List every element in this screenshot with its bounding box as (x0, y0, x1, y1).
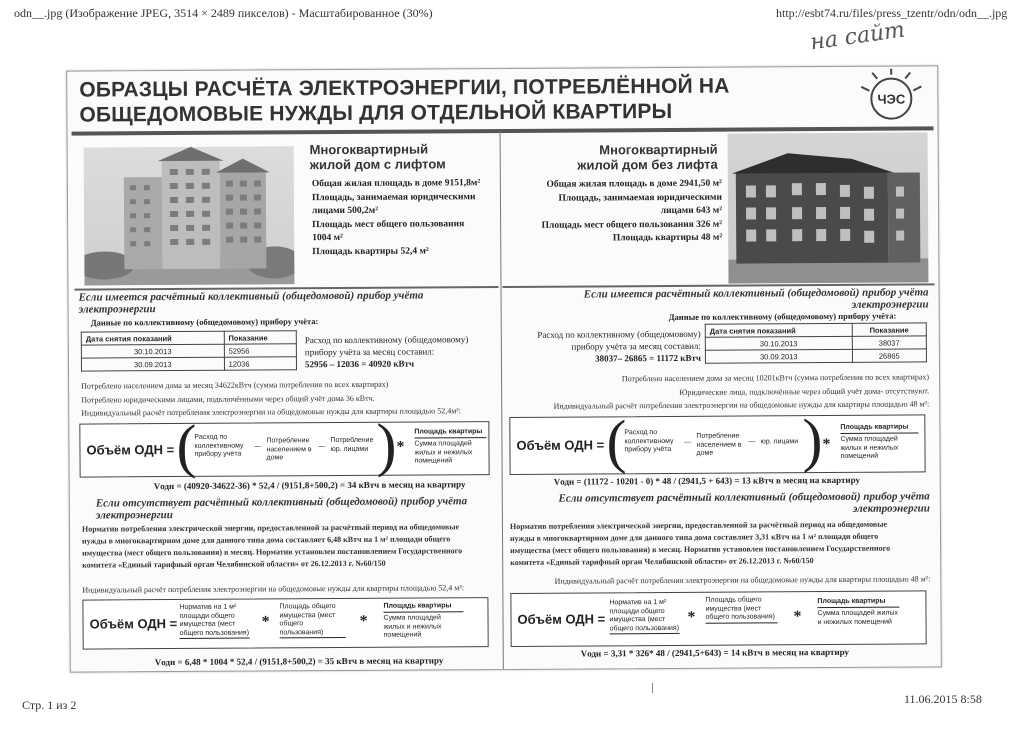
left-spec-3: лицами 500,2м² (312, 205, 379, 217)
scan-mark (652, 683, 653, 693)
right-consumption-2: прибору учёта за месяц составил: (571, 340, 701, 352)
left-meter-heading-2: электроэнергии (78, 303, 156, 316)
apartment-building-icon (728, 132, 929, 283)
right-norm-1: Норматив потребления электрической энергии, предоставленной за расчётный период на общедомовые (509, 519, 888, 531)
right-building-title (568, 142, 718, 173)
right-spec-2: Площадь, занимаемая юридическими (558, 192, 722, 204)
left-building-title (310, 141, 446, 172)
right-formula2-label: Объём ОДН = (517, 611, 606, 627)
right-legal-line: Юридические лица, подключённые через общий учёт дома- отсутствуют. (679, 385, 930, 397)
left-multiply-3: * (359, 612, 368, 630)
title-line-2: ОБЩЕДОМОВЫЕ НУЖДЫ ДЛЯ ОТДЕЛЬНОЙ КВАРТИРЫ (79, 99, 673, 127)
left-formula2-numerator: Площадь квартиры (383, 602, 463, 612)
left-table-header-date: Дата снятия показаний (81, 331, 224, 345)
right-spec-1: Общая жилая площадь в доме 2941,50 м² (546, 178, 722, 190)
building-photo-right (728, 132, 929, 283)
left-building-title-1: Многоквартирный (309, 141, 429, 158)
right-formula2-term1: Норматив на 1 м² площади общего имущества (мест общего пользования) (609, 599, 679, 634)
left-row1-value: 52956 (224, 344, 296, 357)
left-minus-1: — (254, 443, 262, 451)
document-title (79, 73, 839, 128)
right-population-line: Потреблено населением дома за месяц 10201кВтч (сумма потребления по всех квартирах) (621, 372, 930, 384)
right-multiply-3: * (793, 608, 802, 626)
right-row2-date: 30.09.2013 (705, 349, 852, 363)
right-individual-line-2: Индивидуальный расчёт потребления электроэнергии на общедомовые нужды для квартиры площадью 48 м²: (554, 574, 931, 586)
document-sheet (66, 65, 942, 672)
left-spec-2: Площадь, занимаемая юридическими (311, 191, 476, 203)
left-no-meter-heading-2: электроэнергии (95, 509, 173, 522)
page-header-title: odn__.jpg (Изображение JPEG, 3514 × 2489 пикселов) - Масштабированное (30%) (14, 6, 433, 20)
right-consumption-3: 38037– 26865 = 11172 кВтч (595, 352, 701, 364)
left-norm-2: нужды в многоквартирном доме для данного типа дома составляет 6,48 кВтч на 1 м² площади общего (82, 534, 451, 546)
left-meter-table (81, 330, 297, 371)
left-individual-line-2: Индивидуальный расчёт потребления электроэнергии на общедомовые нужды для квартиры площадью 52,4 м²: (82, 583, 465, 595)
left-no-meter-heading (96, 495, 500, 521)
right-formula-label: Объём ОДН = (516, 437, 605, 453)
left-consumption-2: прибору учёта за месяц составил: (304, 346, 435, 358)
right-formula-term2: Потребление населением в доме (696, 432, 742, 457)
left-meter-heading (79, 289, 499, 316)
table-row (705, 349, 926, 363)
right-formula2-numerator: Площадь квартиры (817, 598, 899, 608)
left-minus-2: — (318, 443, 326, 451)
left-formula-term2: Потребление населением в доме (266, 437, 312, 462)
left-formula2-label: Объём ОДН = (89, 616, 178, 632)
right-multiply-1: * (822, 436, 831, 454)
left-no-meter-heading-1: Если отсутствует расчётный коллективный (общедомовой) прибор учёта (95, 495, 468, 510)
right-result-2: Vодн = 3,31 * 326* 48 / (2941,5+643) = 14 кВтч в месяц на квартиру (580, 646, 850, 659)
right-spec-5: Площадь квартиры 48 м² (612, 232, 723, 244)
table-row (81, 357, 296, 371)
left-specs (312, 177, 502, 259)
right-formula-box (509, 407, 925, 475)
left-data-label: Данные по коллективному (общедомовому) прибору учёта: (90, 316, 319, 328)
left-result-1: Vодн = (40920-34622-36) * 52,4 / (9151,8+500,2) = 34 кВтч в месяц на квартиру (153, 479, 466, 492)
right-formula2-term2: Площадь общего имущества (мест общего пользования) (705, 596, 777, 623)
left-spec-6: Площадь квартиры 52,4 м² (312, 245, 429, 257)
left-formula2-term1: Норматив на 1 м² площади общего имущества (мест общего пользования) (179, 604, 249, 639)
left-formula-denominator: Сумма площадей жилых и нежилых помещений (414, 440, 473, 465)
right-no-meter-heading-2: электроэнергии (852, 502, 930, 515)
page-footer-datetime: 11.06.2015 8:58 (904, 692, 982, 706)
right-specs (508, 178, 722, 247)
left-paren-close: ) (376, 411, 397, 478)
table-row (705, 336, 926, 350)
left-formula2-term2: Площадь общего имущества (мест общего пользования) (279, 603, 345, 638)
left-norm-1: Норматив потребления электрической энергии, предоставленной за расчётный период на общедомовые (81, 522, 460, 534)
left-formula-label: Объём ОДН = (86, 442, 175, 458)
right-row2-value: 26865 (852, 349, 926, 362)
page-footer-pages: Стр. 1 из 2 (22, 698, 77, 712)
right-result-1: Vодн = (11172 - 10201 - 0) * 48 / (2941,5 + 643) = 13 кВтч в месяц на квартиру (553, 474, 861, 487)
left-spec-1: Общая жилая площадь в доме 9151,8м² (311, 178, 481, 190)
left-formula-numerator: Площадь квартиры (414, 428, 486, 438)
left-row2-date: 30.09.2013 (81, 357, 224, 371)
left-norm-4: комитета «Единый тарифный орган Челябинской области» от 26.12.2013 г. №60/150 (82, 558, 386, 570)
handwritten-note: на сайт (808, 17, 907, 56)
right-data-label: Данные по коллективному (общедомовому) прибору учёта: (668, 310, 897, 322)
right-consumption-1: Расход по коллективному (общедомовому) (537, 328, 701, 340)
right-formula-denominator: Сумма площадей жилых и нежилых помещений (840, 435, 899, 460)
left-table-header-value: Показание (224, 331, 296, 344)
right-paren-open: ( (606, 408, 627, 475)
right-consumption (511, 328, 701, 365)
right-formula-term3: юр. лицами (760, 438, 799, 446)
left-norm-3: имущества (мест общего пользования) в месяц. Норматив установлен постановлением Государственного (82, 546, 463, 558)
right-minus-1: — (684, 438, 692, 446)
left-row1-date: 30.10.2013 (81, 344, 224, 358)
apartment-tower-icon (84, 146, 295, 285)
left-formula-term3: Потребление юр. лицами (330, 436, 374, 453)
company-logo-icon (855, 68, 927, 128)
right-row1-value: 38037 (852, 336, 926, 349)
right-consumption-notes (509, 372, 929, 412)
right-formula-term1: Расход по коллективному прибору учёта (624, 429, 674, 454)
left-spec-4: Площадь мест общего пользования (312, 218, 465, 230)
right-norm-2: нужды в многоквартирном доме для данного типа дома составляет 3,31 кВтч на 1 м² площади общего (510, 531, 879, 543)
right-meter-heading-1: Если имеется расчётный коллективный (общедомовой) прибор учёта (583, 286, 929, 301)
right-table-header (705, 323, 926, 337)
right-norm-text (510, 518, 930, 569)
right-spec-4: Площадь мест общего пользования 326 м² (541, 219, 723, 231)
left-consumption-1: Расход по коллективному (общедомовому) (304, 334, 469, 346)
building-photo-left (84, 146, 295, 285)
table-row (81, 344, 296, 358)
title-line-1: ОБРАЗЦЫ РАСЧЁТА ЭЛЕКТРОЭНЕРГИИ, ПОТРЕБЛЁННОЙ НА (79, 74, 730, 102)
page-header-url: http://esbt74.ru/files/press_tzentr/odn/odn__.jpg (776, 6, 1008, 20)
right-table-header-value: Показание (852, 323, 926, 336)
right-formula2-box (510, 590, 926, 647)
left-formula2-box (82, 597, 488, 649)
right-spec-3: лицами 643 м² (660, 205, 723, 217)
right-formula2-denominator: Сумма площадей жилых и нежилых помещений (817, 609, 899, 626)
right-no-meter-heading (510, 490, 930, 517)
left-consumption-3: 52956 – 12036 = 40920 кВтч (304, 358, 415, 370)
right-multiply-2: * (687, 608, 696, 626)
right-table-header-date: Дата снятия показаний (705, 323, 852, 337)
left-spec-5: 1004 м² (312, 232, 343, 244)
left-multiply-2: * (261, 613, 270, 631)
left-row2-value: 12036 (224, 357, 296, 370)
right-norm-4: комитета «Единый тарифный орган Челябинской области» от 26.12.2013 г. №60/150 (510, 556, 814, 567)
right-row1-date: 30.10.2013 (705, 336, 852, 350)
right-meter-table (705, 322, 927, 363)
left-building-title-2: жилой дом с лифтом (309, 156, 446, 173)
left-formula-term1: Расход по коллективному прибору учёта (194, 433, 244, 458)
left-paren-open: ( (176, 412, 197, 480)
right-meter-heading-2: электроэнергии (851, 298, 929, 311)
right-building-title-2: жилой дом без лифта (577, 156, 718, 173)
left-result-2: Vодн = 6,48 * 1004 * 52,4 / (9151,8+500,2) = 35 кВтч в месяц на квартиру (154, 655, 444, 668)
right-meter-heading (509, 286, 929, 313)
left-meter-heading-1: Если имеется расчётный коллективный (общедомовой) прибор учёта (78, 289, 424, 304)
left-individual-line: Индивидуальный расчёт потребления электроэнергии на общедомовые нужды для квартиры площадью 52,4м²: (81, 406, 461, 418)
right-norm-3: имущества (мест общего пользования) в месяц. Норматив установлен постановлением Государственного (510, 543, 891, 555)
left-consumption-notes (81, 379, 499, 419)
left-formula2-denominator: Сумма площадей жилых и нежилых помещений (383, 614, 442, 639)
right-no-meter-heading-1: Если отсутствует расчётный коллективный (общедомовой) прибор учёта (558, 490, 930, 505)
left-table-header (81, 331, 296, 345)
logo-text: ЧЭС (877, 91, 906, 107)
right-paren-close: ) (802, 407, 823, 474)
left-population-line: Потреблено населением дома за месяц 34622кВтч (сумма потребления по всех квартирах) (81, 379, 389, 391)
right-building-title-1: Многоквартирный (599, 141, 718, 158)
left-norm-text (82, 521, 500, 572)
left-legal-line: Потреблено юридическими лицами, подключёнными через общий учёт дома 36 кВтч. (81, 393, 375, 405)
left-consumption (305, 333, 495, 370)
left-multiply-1: * (396, 438, 405, 456)
right-minus-2: — (748, 438, 756, 446)
right-formula-numerator: Площадь квартиры (840, 423, 918, 433)
right-individual-line: Индивидуальный расчёт потребления электроэнергии на общедомовые нужды для квартиры площадью 48 м²: (553, 399, 930, 411)
